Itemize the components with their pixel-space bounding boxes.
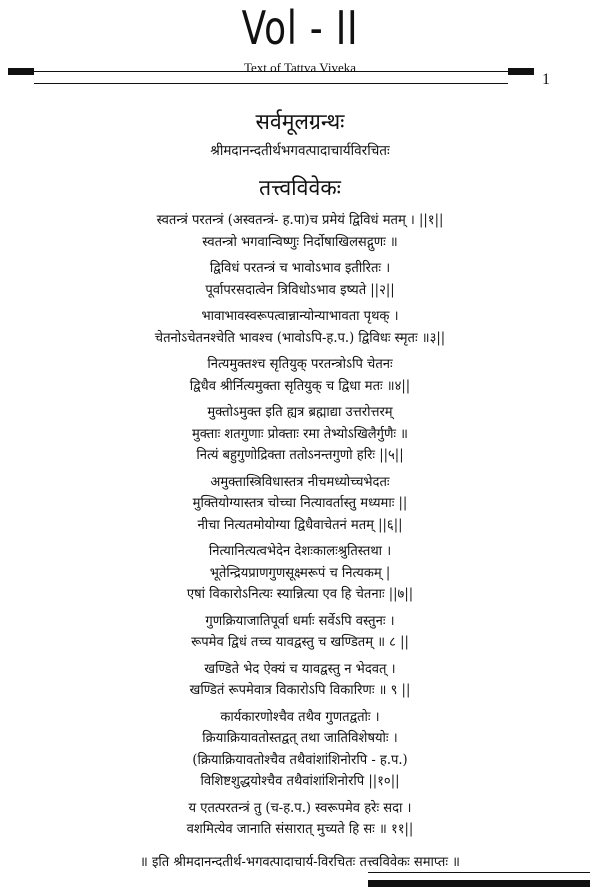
verse-line: खण्डिते भेद ऐक्यं च यावद्वस्तु न भेदवत् । [204, 660, 396, 677]
verse-line: पूर्वापरसदात्वेन त्रिविधोऽभाव इष्यते ||२|| [205, 281, 395, 298]
verse-block [0, 210, 600, 253]
verse-block [0, 354, 600, 397]
verse-line: एषां विकारोऽनित्यः स्यान्नित्या एव हि चेतनाः ||७|| [186, 586, 414, 602]
verse-block [0, 611, 600, 654]
running-header-title: Text of Tattva Viveka [243, 60, 357, 75]
verse-line: मुक्ताः शतगुणाः प्रोक्ताः रमा तेभ्योऽखिलैर्गुणैः ॥ [191, 425, 409, 442]
verse-line: भूतेन्द्रियप्राणगुणसूक्ष्मरूपं च नित्यकम् | [209, 564, 391, 581]
verse-line: नित्यं बहुगुणोद्रिक्ता ततोऽनन्तगुणो हरिः ||५|| [196, 447, 404, 463]
footer-rule [368, 872, 590, 873]
page-number: 1 [542, 71, 550, 88]
footer-bar [368, 880, 590, 887]
verse-line: अमुक्तास्त्रिविधास्तत्र नीचमध्योच्चभेदतः [210, 473, 390, 490]
verse-block [0, 541, 600, 606]
verse-line: भावाभावस्वरूपत्वान्नान्योन्याभावता पृथक् । [201, 308, 399, 324]
verse-block [0, 659, 600, 702]
text-body [0, 108, 600, 873]
verse-line: स्वतन्त्रो भगवान्विष्णुः निर्दोषाखिलसद्गुणः ॥ [202, 233, 398, 250]
verse-line: विशिष्टशुद्धयोश्चैव तथैवांशांशिनोरपि ||१०|| [200, 773, 400, 789]
header-rule-bottom [34, 83, 508, 84]
verse-line: द्विविधं परतन्त्रं च भावोऽभाव इतीरितः । [209, 260, 391, 276]
volume-label: Vol - II [241, 1, 359, 55]
verse-block [0, 306, 600, 349]
verse-line: क्रियाक्रियावतोस्तद्वत् तथा जातिविशेषयोः । [202, 730, 398, 746]
verse-line: नित्यानित्यत्वभेदेन देशःकालःश्रुतिस्तथा । [208, 543, 392, 559]
verse-line: वशमित्येव जानाति संसारात् मुच्यते हि सः ॥ ११|| [186, 821, 414, 837]
work-title: सर्वमूलग्रन्थः [255, 110, 345, 135]
section-title: तत्त्वविवेकः [259, 176, 341, 201]
verse-list [0, 210, 600, 841]
verse-line: स्वतन्त्रं परतन्त्रं (अस्वतन्त्रं- ह.पा)च प्रमेयं द्विविधं मतम् । ||१|| [156, 212, 444, 228]
verse-block [0, 707, 600, 793]
verse-line: (क्रियाक्रियावतोश्चैव तथैवांशांशिनोरपि - ह.प.) [192, 751, 408, 768]
verse-line: नित्यमुक्तश्च सृतियुक् परतन्त्रोऽपि चेतनः [207, 356, 393, 372]
verse-block [0, 798, 600, 841]
verse-line: नीचा नित्यतमोयोग्या द्विधैवाचेतनं मतम् ||६|| [197, 516, 403, 533]
author-line: श्रीमदानन्दतीर्थभगवत्पादाचार्यविरचितः [210, 143, 390, 159]
verse-line: कार्यकारणोश्चैव तथैव गुणतद्वतोः । [220, 708, 380, 725]
verse-line: चेतनोऽचेतनश्चेति भावश्च (भावोऽपि-ह.प.) द्विविधः स्मृतः ॥३|| [154, 329, 446, 346]
verse-line: द्विधैव श्रीर्नित्यमुक्ता सृतियुक् च द्विधा मतः ॥४|| [189, 377, 411, 394]
colophon: ॥ इति श्रीमदानन्दतीर्थ-भगवत्पादाचार्य-विरचितः तत्त्वविवेकः समाप्तः ॥ [140, 853, 460, 870]
verse-line: य एतत्परतन्त्रं तु (च-ह.प.) स्वरूपमेव हरेः सदा । [188, 799, 412, 816]
verse-line: गुणक्रियाजातिपूर्वा धर्माः सर्वेऽपि वस्तुनः । [205, 612, 395, 629]
verse-line: मुक्तियोग्यास्तत्र चोच्चा नित्यावर्तास्तु मध्यमाः || [192, 495, 408, 511]
verse-block [0, 402, 600, 467]
verse-line: मुक्तोऽमुक्त इति ह्यत्र ब्रह्माद्या उत्तरोत्तरम् [207, 404, 393, 420]
verse-line: रूपमेव द्विधं तच्च यावद्वस्तु च खण्डितम् ॥ ८ || [191, 634, 409, 650]
verse-line: खण्डितं रूपमेवात्र विकारोऽपि विकारिणः ॥ ९ || [189, 682, 411, 698]
verse-block [0, 258, 600, 301]
verse-block [0, 472, 600, 537]
